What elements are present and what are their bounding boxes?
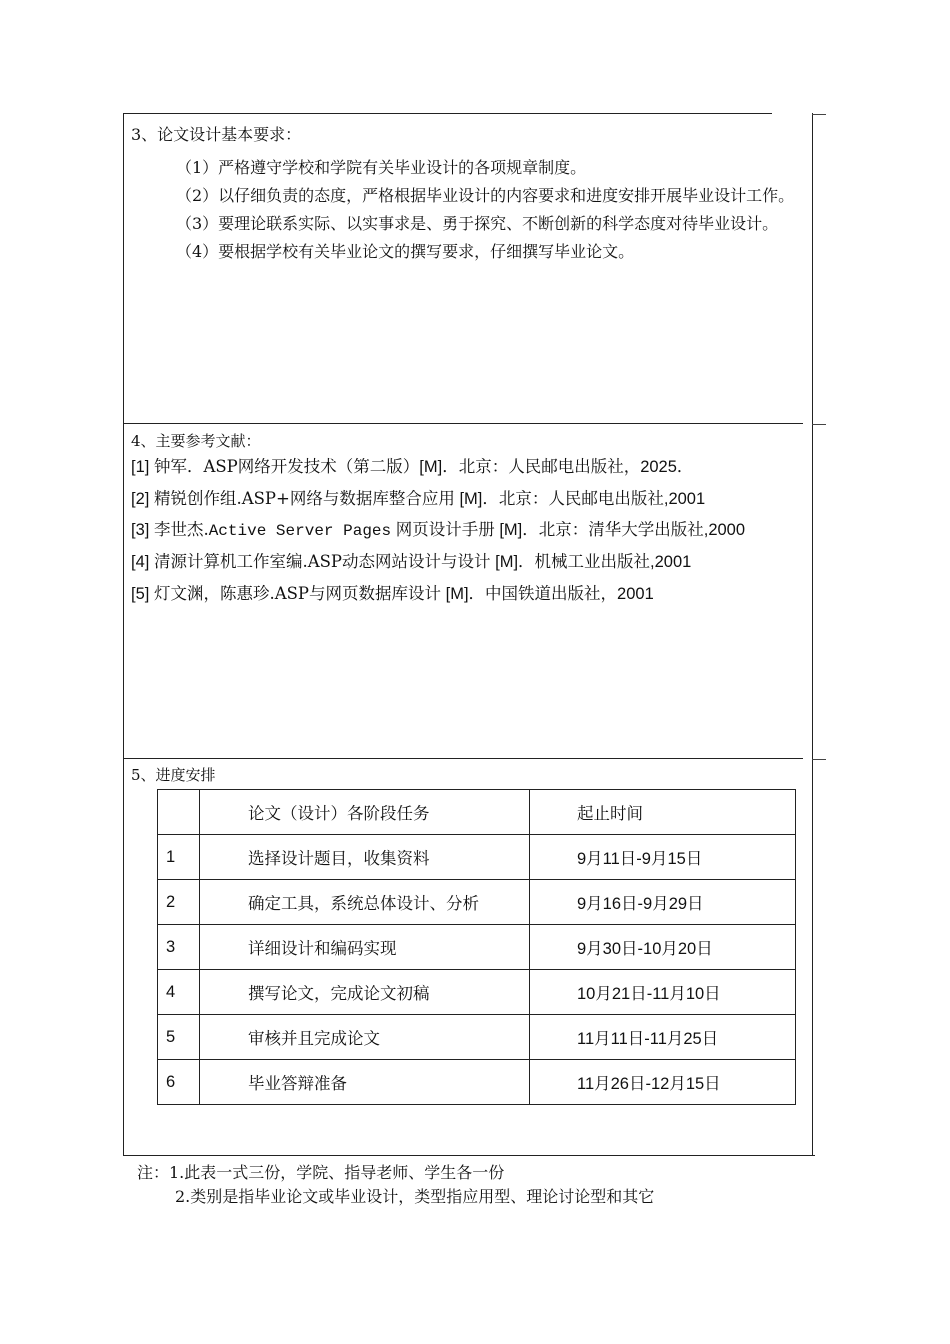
reference-title-cont: 网页设计手册 bbox=[395, 520, 495, 539]
schedule-section bbox=[131, 765, 803, 785]
row-num: 5 bbox=[158, 1015, 200, 1060]
row-task: 详细设计和编码实现 bbox=[200, 925, 530, 970]
requirement-item: （4）要根据学校有关毕业论文的撰写要求，仔细撰写毕业论文。 bbox=[176, 242, 635, 261]
header-task: 论文（设计）各阶段任务 bbox=[200, 790, 530, 835]
reference-source: [M]．北京：清华大学出版社,2000 bbox=[499, 521, 746, 539]
reference-title: ASP+网络与数据库整合应用 bbox=[241, 489, 455, 508]
top-rule bbox=[123, 113, 772, 114]
requirement-item: （2）以仔细负责的态度，严格根据毕业设计的内容要求和进度安排开展毕业设计工作。 bbox=[176, 186, 795, 205]
margin-tick bbox=[812, 114, 826, 115]
footnotes bbox=[137, 1161, 654, 1209]
row-num: 3 bbox=[158, 925, 200, 970]
reference-author: 清源计算机工作室编. bbox=[153, 552, 308, 571]
row-task: 毕业答辩准备 bbox=[200, 1060, 530, 1105]
reference-item bbox=[131, 515, 803, 546]
header-num bbox=[158, 790, 200, 835]
reference-author: 精锐创作组. bbox=[153, 489, 242, 508]
row-time: 11月11日-11月25日 bbox=[530, 1015, 796, 1060]
table-row bbox=[158, 1015, 796, 1060]
row-num: 4 bbox=[158, 970, 200, 1015]
row-num: 6 bbox=[158, 1060, 200, 1105]
row-time: 10月21日-11月10日 bbox=[530, 970, 796, 1015]
reference-number: [1] bbox=[131, 458, 150, 476]
schedule-table bbox=[157, 789, 796, 1105]
margin-tick bbox=[812, 759, 826, 760]
section-divider bbox=[123, 423, 803, 424]
requirement-item: （3）要理论联系实际、以实事求是、勇于探究、不断创新的科学态度对待毕业设计。 bbox=[176, 214, 779, 233]
reference-title: ASP网络开发技术（第二版） bbox=[203, 457, 420, 476]
reference-author: 钟军． bbox=[153, 457, 204, 476]
row-time: 9月11日-9月15日 bbox=[530, 835, 796, 880]
row-task: 审核并且完成论文 bbox=[200, 1015, 530, 1060]
reference-number: [5] bbox=[131, 585, 150, 603]
reference-source: [M]．北京：人民邮电出版社，2025． bbox=[419, 458, 694, 476]
requirement-item: （1）严格遵守学校和学院有关毕业设计的各项规章制度。 bbox=[176, 158, 587, 177]
reference-title: ASP与网页数据库设计 bbox=[274, 584, 442, 603]
requirements-heading: 3、论文设计基本要求： bbox=[131, 125, 302, 144]
table-row bbox=[158, 970, 796, 1015]
margin-tick bbox=[812, 424, 826, 425]
reference-item bbox=[131, 483, 803, 515]
reference-author: 灯文渊，陈惠珍. bbox=[153, 584, 275, 603]
row-num: 1 bbox=[158, 835, 200, 880]
row-task: 撰写论文，完成论文初稿 bbox=[200, 970, 530, 1015]
reference-author: 李世杰. bbox=[153, 520, 209, 539]
schedule-heading: 5、进度安排 bbox=[131, 766, 216, 784]
reference-number: [2] bbox=[131, 490, 150, 508]
row-time: 11月26日-12月15日 bbox=[530, 1060, 796, 1105]
row-task: 选择设计题目，收集资料 bbox=[200, 835, 530, 880]
section-divider bbox=[123, 758, 803, 759]
reference-number: [3] bbox=[131, 521, 150, 539]
row-task: 确定工具，系统总体设计、分析 bbox=[200, 880, 530, 925]
reference-item bbox=[131, 451, 803, 483]
table-row bbox=[158, 1060, 796, 1105]
row-num: 2 bbox=[158, 880, 200, 925]
reference-source: [M]．中国铁道出版社，2001 bbox=[445, 585, 654, 603]
reference-title: ASP动态网站设计与设计 bbox=[307, 552, 491, 571]
references-section bbox=[131, 431, 803, 610]
references-heading: 4、主要参考文献： bbox=[131, 432, 261, 450]
table-row bbox=[158, 880, 796, 925]
bottom-rule bbox=[123, 1155, 815, 1156]
row-time: 9月30日-10月20日 bbox=[530, 925, 796, 970]
requirements-section bbox=[131, 121, 803, 266]
reference-item bbox=[131, 578, 803, 610]
table-header-row bbox=[158, 790, 796, 835]
header-time: 起止时间 bbox=[530, 790, 796, 835]
reference-item bbox=[131, 546, 803, 578]
reference-source: [M]．机械工业出版社,2001 bbox=[495, 553, 692, 571]
note-line-2: 2.类别是指毕业论文或毕业设计，类型指应用型、理论讨论型和其它 bbox=[175, 1187, 655, 1206]
reference-number: [4] bbox=[131, 553, 150, 571]
row-time: 9月16日-9月29日 bbox=[530, 880, 796, 925]
reference-title: Active Server Pages bbox=[208, 522, 392, 540]
table-row bbox=[158, 835, 796, 880]
reference-source: [M]．北京：人民邮电出版社,2001 bbox=[454, 490, 706, 508]
note-line-1: 注：1.此表一式三份，学院、指导老师、学生各一份 bbox=[137, 1163, 505, 1182]
table-row bbox=[158, 925, 796, 970]
